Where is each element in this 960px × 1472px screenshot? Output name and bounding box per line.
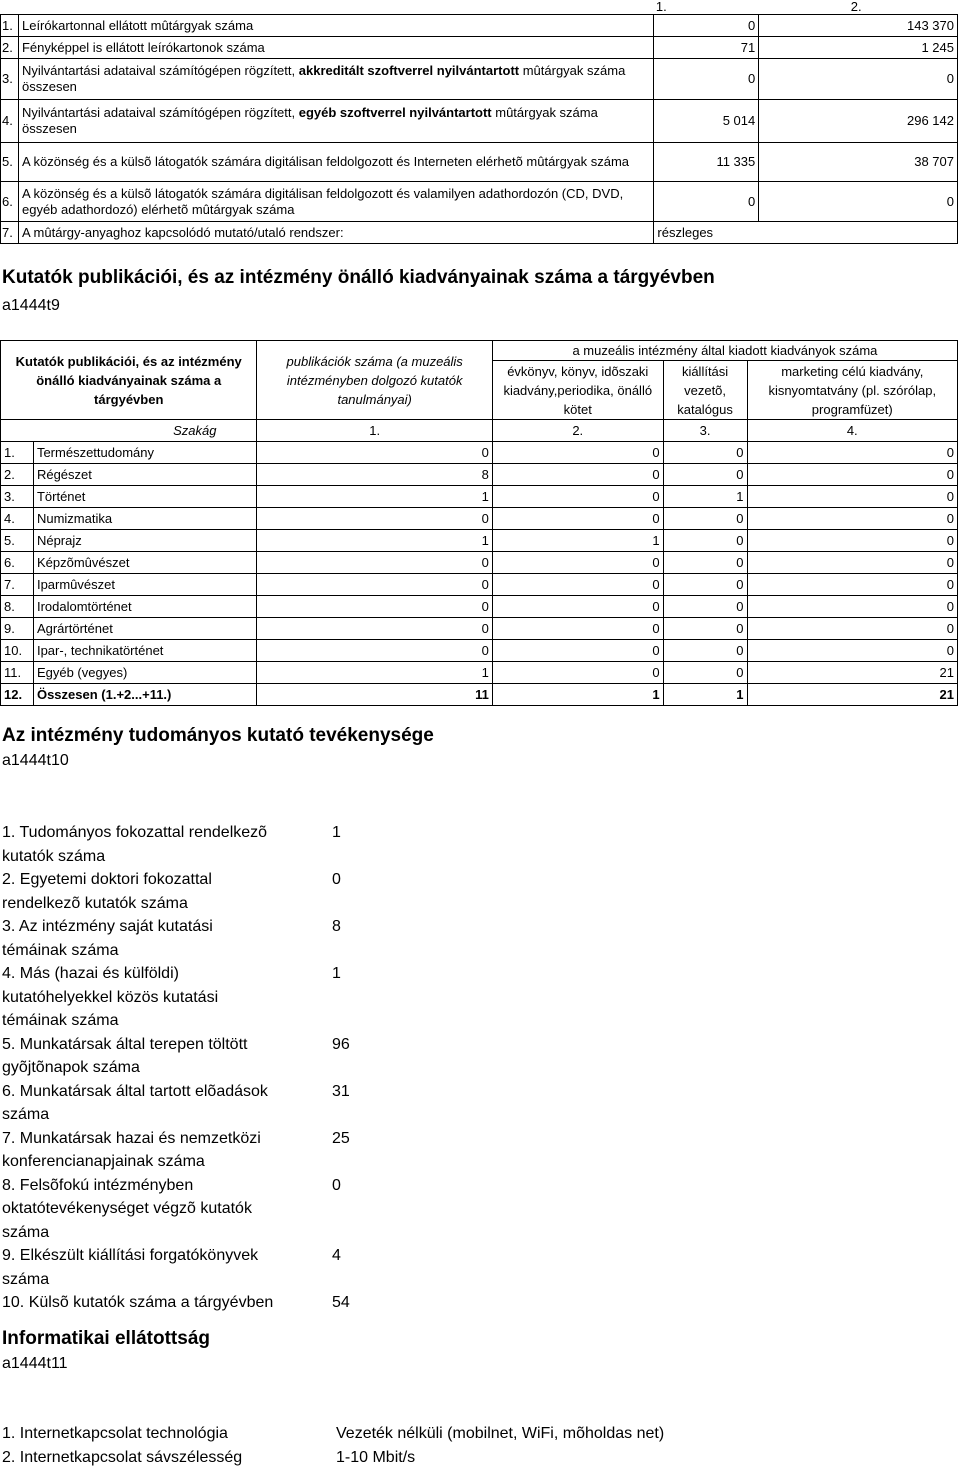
value-col3: 0 xyxy=(663,640,747,662)
index-4: 4. xyxy=(747,420,957,442)
value-col4: 0 xyxy=(747,574,957,596)
value-col2: 0 xyxy=(492,574,663,596)
row-label-part: Nyilvántartási adataival számítógépen rögzített, xyxy=(21,105,299,120)
header-publications: publikációk száma (a muzeális intézményben dolgozó kutatók tanulmányai) xyxy=(257,341,492,420)
research-item xyxy=(2,915,432,962)
value-col2: 0 xyxy=(492,552,663,574)
table-row xyxy=(1,464,958,486)
value-col4: 0 xyxy=(747,596,957,618)
value-col2: 0 xyxy=(492,486,663,508)
table-header-row xyxy=(1,341,958,361)
research-item-label: témáinak száma xyxy=(2,1012,119,1029)
value-col2: 143 370 xyxy=(759,15,958,37)
value-col2: 0 xyxy=(492,464,663,486)
value-col2: 0 xyxy=(759,182,958,222)
it-item-label: 1. Internetkapcsolat technológia xyxy=(2,1425,228,1442)
research-item-label: gyõjtõnapok száma xyxy=(2,1059,140,1076)
research-item-label: 10. Külsõ kutatók száma a tárgyévben xyxy=(2,1294,274,1311)
value-col4: 0 xyxy=(747,530,957,552)
research-item-label: konferencianapjainak száma xyxy=(2,1153,205,1170)
research-item-label: száma xyxy=(2,1223,50,1241)
research-item-label: 9. Elkészült kiállítási forgatókönyvek xyxy=(2,1247,259,1264)
row-label: Történet xyxy=(33,486,257,508)
value-col2: 0 xyxy=(492,442,663,464)
table-row xyxy=(1,574,958,596)
header-marketing: marketing célú kiadvány, kisnyomtatvány (pl. szórólap, programfüzet) xyxy=(747,361,957,420)
research-item-label: 1. Tudományos fokozattal rendelkezõ xyxy=(2,824,268,841)
value-col2: 38 707 xyxy=(759,143,958,182)
value-col1: 71 xyxy=(654,37,759,59)
row-label-bold: egyéb szoftverrel nyilvántartott xyxy=(298,105,492,120)
value-col2: 1 xyxy=(492,530,663,552)
research-item-label: száma xyxy=(2,1106,50,1123)
section-code: a1444t11 xyxy=(2,1355,68,1372)
row-number: 2. xyxy=(1,464,34,486)
value-col1: 1 xyxy=(257,662,492,684)
value-col4: 0 xyxy=(747,640,957,662)
value-col1: 1 xyxy=(257,486,492,508)
row-label: Leírókartonnal ellátott mûtárgyak száma xyxy=(18,15,653,37)
collection-records-table xyxy=(0,0,958,244)
row-number: 9. xyxy=(1,618,34,640)
row-number: 5. xyxy=(1,143,19,182)
research-item-label: témáinak száma xyxy=(2,941,119,959)
table-row xyxy=(1,37,958,59)
table-row xyxy=(1,143,958,182)
value-col1: 0 xyxy=(257,508,492,530)
value-col2: 1 245 xyxy=(759,37,958,59)
table-row xyxy=(1,530,958,552)
research-item-value: 1 xyxy=(332,824,341,841)
col-header-1: 1. xyxy=(654,0,759,15)
research-item xyxy=(2,1174,432,1245)
research-item-value: 0 xyxy=(332,1176,341,1194)
value-col3: 0 xyxy=(663,574,747,596)
table-row xyxy=(1,640,958,662)
row-number: 1. xyxy=(1,442,34,464)
row-label-bold: akkreditált szoftverrel nyilvántartott xyxy=(298,63,520,78)
table-row xyxy=(1,552,958,574)
table-row xyxy=(1,596,958,618)
index-1: 1. xyxy=(257,420,492,442)
row-label: Természettudomány xyxy=(33,442,257,464)
row-label: Agrártörténet xyxy=(33,618,257,640)
it-item xyxy=(2,1449,415,1467)
table-row xyxy=(1,662,958,684)
research-item xyxy=(2,1127,432,1174)
value-col3: 0 xyxy=(663,442,747,464)
research-item xyxy=(2,962,432,1033)
col-header-2: 2. xyxy=(759,0,958,15)
value-col4: 0 xyxy=(747,464,957,486)
table-row xyxy=(1,442,958,464)
row-number: 10. xyxy=(1,640,34,662)
row-number: 12. xyxy=(1,684,34,706)
row-number: 11. xyxy=(1,662,34,684)
value-col3: 0 xyxy=(663,662,747,684)
row-number: 6. xyxy=(1,552,34,574)
section-title-it: Informatikai ellátottság xyxy=(2,1328,210,1349)
value-col2: 296 142 xyxy=(759,100,958,143)
value-col3: 0 xyxy=(663,596,747,618)
section-code: a1444t10 xyxy=(2,752,69,769)
row-number: 4. xyxy=(1,508,34,530)
it-item-value: Vezeték nélküli (mobilnet, WiFi, mõholdas net) xyxy=(336,1425,665,1442)
header-group: a muzeális intézmény által kiadott kiadványok száma xyxy=(492,341,957,361)
value-col3: 0 xyxy=(663,508,747,530)
value-col4: 0 xyxy=(747,618,957,640)
it-item xyxy=(2,1425,664,1443)
research-item xyxy=(2,821,432,868)
section-title-publications: Kutatók publikációi, és az intézmény önálló kiadványainak száma a tárgyévben xyxy=(2,267,715,288)
row-label: A közönség és a külsõ látogatók számára digitálisan feldolgozott és valamilyen adathordozón (CD, DVD, egyéb adathordozó) elérhetõ mûtárgyak száma xyxy=(18,182,653,222)
section-title-research: Az intézmény tudományos kutató tevékenysége xyxy=(2,725,434,746)
row-number: 3. xyxy=(1,59,19,100)
szakag-label: Szakág xyxy=(1,420,257,442)
value-col1: 0 xyxy=(654,182,759,222)
value-col1: részleges xyxy=(654,222,958,244)
header-yearbook: évkönyv, könyv, idõszaki kiadvány,periodika, önálló kötet xyxy=(492,361,663,420)
row-label: Numizmatika xyxy=(33,508,257,530)
research-item-value: 25 xyxy=(332,1129,350,1147)
index-3: 3. xyxy=(663,420,747,442)
research-item-value: 4 xyxy=(332,1247,341,1264)
value-col3: 0 xyxy=(663,530,747,552)
table-row xyxy=(1,486,958,508)
publications-table xyxy=(0,340,958,706)
research-item xyxy=(2,1244,432,1291)
value-col1: 1 xyxy=(257,530,492,552)
table-row xyxy=(1,100,958,143)
value-col2: 0 xyxy=(492,618,663,640)
row-label: Képzõmûvészet xyxy=(33,552,257,574)
row-label: Fényképpel is ellátott leírókartonok száma xyxy=(18,37,653,59)
table-row xyxy=(1,59,958,100)
row-label xyxy=(18,100,653,143)
index-2: 2. xyxy=(492,420,663,442)
row-label: Ipar-, technikatörténet xyxy=(33,640,257,662)
value-col4: 0 xyxy=(747,508,957,530)
value-col1: 0 xyxy=(654,15,759,37)
header-catalogue: kiállítási vezetõ, katalógus xyxy=(663,361,747,420)
row-number: 1. xyxy=(1,15,19,37)
row-number: 4. xyxy=(1,100,19,143)
research-item-value: 54 xyxy=(332,1294,350,1311)
row-label: Iparmûvészet xyxy=(33,574,257,596)
value-col4: 21 xyxy=(747,684,957,706)
research-item xyxy=(2,1033,432,1080)
row-label: A közönség és a külsõ látogatók számára digitálisan feldolgozott és Interneten elérhetõ mûtárgyak száma xyxy=(18,143,653,182)
row-number: 8. xyxy=(1,596,34,618)
value-col4: 0 xyxy=(747,442,957,464)
row-number: 7. xyxy=(1,222,19,244)
table-row xyxy=(1,15,958,37)
value-col3: 0 xyxy=(663,464,747,486)
row-number: 6. xyxy=(1,182,19,222)
value-col1: 0 xyxy=(257,640,492,662)
research-item-value: 1 xyxy=(332,965,341,982)
row-number: 7. xyxy=(1,574,34,596)
value-col1: 8 xyxy=(257,464,492,486)
header-category: Kutatók publikációi, és az intézmény önálló kiadványainak száma a tárgyévben xyxy=(1,341,257,420)
value-col3: 1 xyxy=(663,486,747,508)
table-header-row xyxy=(1,0,958,15)
table-row xyxy=(1,508,958,530)
value-col2: 1 xyxy=(492,684,663,706)
research-item-label: 8. Felsõfokú intézményben xyxy=(2,1176,194,1194)
value-col2: 0 xyxy=(492,662,663,684)
it-item-label: 2. Internetkapcsolat sávszélesség xyxy=(2,1449,243,1466)
value-col1: 0 xyxy=(257,552,492,574)
research-item xyxy=(2,1291,432,1315)
research-item-value: 0 xyxy=(332,871,341,888)
index-row xyxy=(1,420,958,442)
row-label-part: Nyilvántartási adataival számítógépen rögzített, xyxy=(21,63,299,78)
research-item-label: 5. Munkatársak által terepen töltött xyxy=(2,1035,248,1053)
value-col4: 0 xyxy=(747,486,957,508)
research-item-value: 31 xyxy=(332,1082,350,1100)
total-row xyxy=(1,684,958,706)
value-col1: 0 xyxy=(654,59,759,100)
row-label: A mûtárgy-anyaghoz kapcsolódó mutató/utaló rendszer: xyxy=(18,222,653,244)
value-col2: 0 xyxy=(759,59,958,100)
research-item-value: 96 xyxy=(332,1035,350,1053)
value-col3: 1 xyxy=(663,684,747,706)
research-item-label: 4. Más (hazai és külföldi) xyxy=(2,965,179,982)
row-label: Néprajz xyxy=(33,530,257,552)
research-item-label: 6. Munkatársak által tartott elõadások xyxy=(2,1082,268,1100)
research-item-label: kutatók száma xyxy=(2,847,106,865)
it-item-value: 1-10 Mbit/s xyxy=(336,1449,416,1466)
row-label-part: mûtárgyak száma összesen xyxy=(21,105,598,136)
value-col2: 0 xyxy=(492,508,663,530)
value-col1: 11 xyxy=(257,684,492,706)
value-col4: 21 xyxy=(747,662,957,684)
row-label: Régészet xyxy=(33,464,257,486)
research-item-label: száma xyxy=(2,1270,50,1288)
row-label-part: mûtárgyak száma összesen xyxy=(21,63,626,94)
research-item-label: 3. Az intézmény saját kutatási xyxy=(2,918,213,935)
research-item xyxy=(2,868,432,915)
row-label: Egyéb (vegyes) xyxy=(33,662,257,684)
row-number: 2. xyxy=(1,37,19,59)
section-code: a1444t9 xyxy=(2,297,60,314)
value-col1: 5 014 xyxy=(654,100,759,143)
value-col1: 0 xyxy=(257,442,492,464)
value-col4: 0 xyxy=(747,552,957,574)
table-row xyxy=(1,222,958,244)
value-col3: 0 xyxy=(663,618,747,640)
row-number: 3. xyxy=(1,486,34,508)
value-col1: 0 xyxy=(257,574,492,596)
research-item-label: 2. Egyetemi doktori fokozattal xyxy=(2,871,212,888)
value-col1: 0 xyxy=(257,618,492,640)
research-list xyxy=(2,821,432,1315)
research-item-label: kutatóhelyekkel közös kutatási xyxy=(2,988,219,1006)
row-label: Irodalomtörténet xyxy=(33,596,257,618)
value-col2: 0 xyxy=(492,596,663,618)
value-col3: 0 xyxy=(663,552,747,574)
research-item-value: 8 xyxy=(332,918,341,935)
research-item xyxy=(2,1080,432,1127)
value-col1: 0 xyxy=(257,596,492,618)
row-number: 5. xyxy=(1,530,34,552)
row-label: Összesen (1.+2...+11.) xyxy=(33,684,257,706)
value-col1: 11 335 xyxy=(654,143,759,182)
table-row xyxy=(1,618,958,640)
value-col2: 0 xyxy=(492,640,663,662)
table-row xyxy=(1,182,958,222)
research-item-label: oktatótevékenységet végzõ kutatók xyxy=(2,1200,252,1217)
row-label xyxy=(18,59,653,100)
research-item-label: rendelkezõ kutatók száma xyxy=(2,894,188,912)
research-item-label: 7. Munkatársak hazai és nemzetközi xyxy=(2,1129,261,1147)
